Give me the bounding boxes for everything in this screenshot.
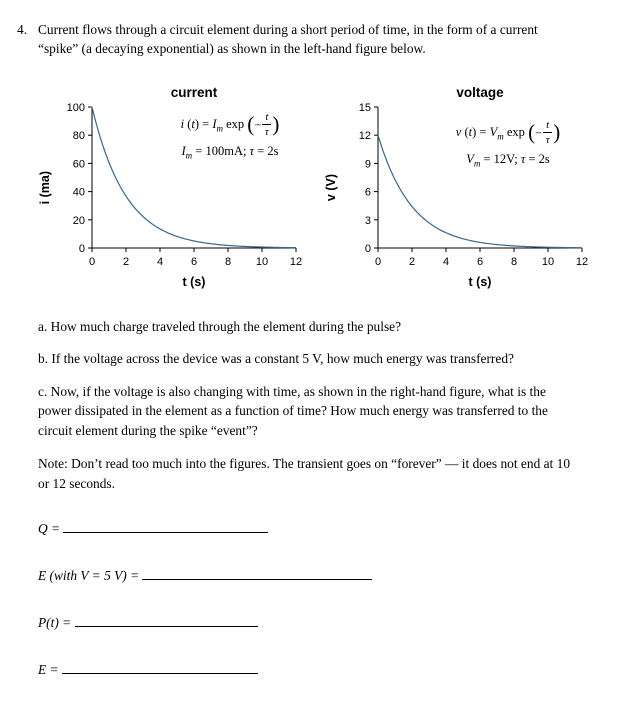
svg-text:12: 12 <box>289 255 303 268</box>
open-paren: ( <box>247 112 255 137</box>
question-a-text: How much charge traveled through the element during the pulse? <box>50 318 402 334</box>
answer-row-power <box>38 615 601 635</box>
question-a <box>38 317 601 336</box>
note-line: or 12 seconds. <box>38 475 115 491</box>
voltage-equation <box>428 119 588 174</box>
svg-text:4: 4 <box>156 255 164 268</box>
svg-text:2: 2 <box>408 255 416 268</box>
voltage-x-axis-label: t (s) <box>468 274 492 289</box>
current-equation <box>150 111 310 166</box>
question-b-text: If the voltage across the device was a constant 5 V, how much energy was transferred? <box>51 351 514 367</box>
current-equation-line-2: $I_m = 100mA$; τ = 2s <box>181 144 279 161</box>
current-chart <box>38 85 306 289</box>
voltage-equation-line-1: v $(t) = V_m$ exp (− $\frac{t}{\tau}$ ) <box>455 118 561 147</box>
answer-row-energy <box>38 662 601 682</box>
svg-text:8: 8 <box>224 255 232 268</box>
current-x-axis-label: t (s) <box>182 274 206 289</box>
svg-text:80: 80 <box>72 130 85 143</box>
question-b <box>38 349 601 368</box>
answer-power-label: P(t) = <box>38 614 75 630</box>
svg-text:12: 12 <box>575 255 589 268</box>
svg-text:20: 20 <box>72 214 85 227</box>
question-a-label: a. <box>38 318 48 334</box>
answer-charge-label: Q = <box>38 520 64 536</box>
svg-text:4: 4 <box>442 255 450 268</box>
svg-text:60: 60 <box>72 158 85 171</box>
answer-charge-blank[interactable] <box>63 521 268 533</box>
voltage-equation-line-2: $V_m = 12V$; τ = 2s <box>466 152 550 169</box>
problem-number: 4. <box>17 22 28 37</box>
open-paren: ( <box>528 120 536 145</box>
svg-text:3: 3 <box>364 214 371 227</box>
svg-text:6: 6 <box>476 255 484 268</box>
svg-text:0: 0 <box>374 255 382 268</box>
voltage-y-axis-label: v (V) <box>324 174 338 202</box>
fraction-t-over-tau: $\frac{t}{\tau}$ <box>543 119 552 147</box>
fraction-t-over-tau: $\frac{t}{\tau}$ <box>262 111 271 139</box>
current-equation-line-1: i $(t) = I_m$ exp (− $\frac{t}{\tau}$ ) <box>180 110 280 139</box>
current-chart-title: current <box>170 84 218 100</box>
problem-statement <box>17 20 601 59</box>
answer-row-energy-5v <box>38 568 601 588</box>
answer-power-blank[interactable] <box>75 615 258 627</box>
svg-text:0: 0 <box>364 242 371 255</box>
answer-energy-blank[interactable] <box>62 662 258 674</box>
question-c-line: circuit element during the spike “event”? <box>38 422 258 438</box>
current-y-axis-label: i (ma) <box>38 171 52 205</box>
problem-statement-line: “spike” (a decaying exponential) as shown in the left-hand figure below. <box>38 41 426 57</box>
svg-text:10: 10 <box>541 255 555 268</box>
svg-text:10: 10 <box>255 255 269 268</box>
svg-text:8: 8 <box>510 255 518 268</box>
svg-text:40: 40 <box>72 186 85 199</box>
note-line: Note: Don’t read too much into the figures. The transient goes on “forever” — it does not end at 10 <box>38 456 571 472</box>
question-c-text: Now, if the voltage is also changing with time, as shown in the right-hand figure, what is the <box>50 383 546 399</box>
svg-text:12: 12 <box>358 130 371 143</box>
close-paren: ) <box>272 112 280 137</box>
voltage-chart-title: voltage <box>456 84 504 100</box>
problem-statement-line: Current flows through a circuit element during a short period of time, in the form of a current <box>38 22 538 37</box>
svg-text:100: 100 <box>66 101 85 114</box>
question-b-label: b. <box>38 351 49 367</box>
question-c <box>38 382 601 440</box>
question-c-label: c. <box>38 383 48 399</box>
answer-row-charge <box>38 521 601 541</box>
question-c-line: power dissipated in the element as a function of time? How much energy was transferred to the <box>38 403 548 419</box>
answer-energy-5v-label: E (with V = 5 V) = <box>38 567 143 583</box>
svg-text:2: 2 <box>122 255 130 268</box>
note <box>38 454 601 493</box>
svg-text:15: 15 <box>358 101 371 114</box>
svg-text:9: 9 <box>364 158 371 171</box>
svg-text:6: 6 <box>190 255 198 268</box>
question-c-line <box>38 382 601 401</box>
figures-row <box>38 85 601 289</box>
svg-text:6: 6 <box>364 186 371 199</box>
svg-text:0: 0 <box>88 255 96 268</box>
svg-text:0: 0 <box>78 242 85 255</box>
answer-energy-label: E = <box>38 661 62 677</box>
voltage-chart <box>324 85 592 289</box>
close-paren: ) <box>553 120 561 145</box>
answer-energy-5v-blank[interactable] <box>142 568 372 580</box>
